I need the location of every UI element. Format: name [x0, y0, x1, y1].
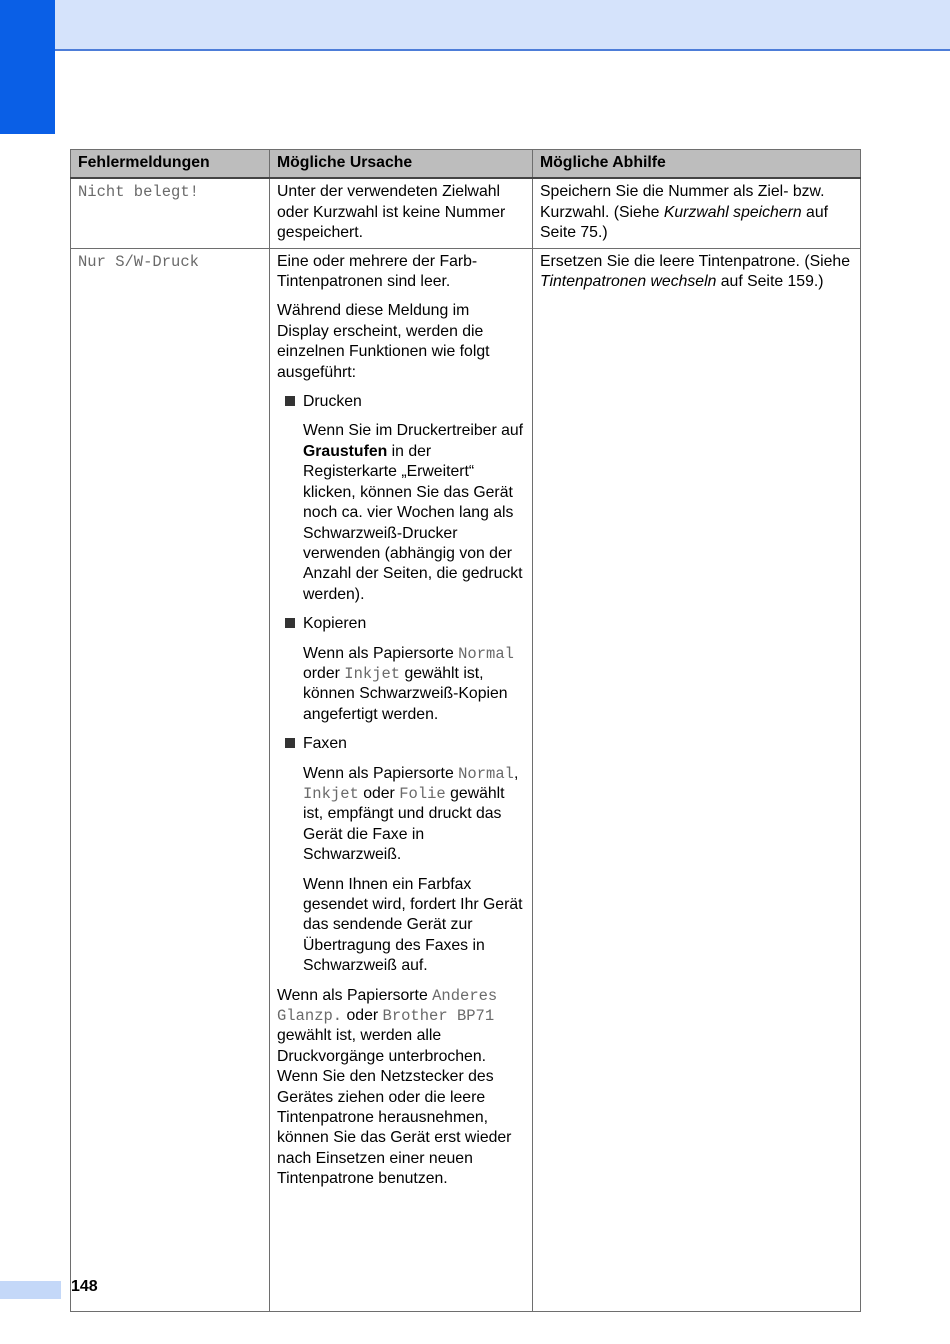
column-header-cause: Mögliche Ursache — [270, 150, 533, 179]
setting-value: Inkjet — [303, 784, 359, 803]
cause-cell — [270, 178, 533, 248]
page-number: 148 — [71, 1278, 98, 1295]
table-row — [71, 178, 861, 248]
remedy-page-ref: auf Seite 159.) — [716, 273, 824, 291]
square-bullet-icon — [285, 396, 295, 406]
cause-cell — [270, 248, 533, 1311]
cause-paragraph: Während diese Meldung im Display erscheint, werden die einzelnen Funktionen wie folgt ausgeführt: — [277, 302, 490, 381]
bullet-title: Kopieren — [303, 615, 367, 633]
bullet-description: Wenn Sie im Druckertreiber auf Graustufen in der Registerkarte „Erweitert“ klicken, können Sie das Gerät noch ca. vier Wochen lang als Schwarzweiß-Drucker verwenden (abhängig von der Anzahl der Seiten, die gedruckt werden). — [303, 422, 524, 603]
bullet-description: Wenn Ihnen ein Farbfax gesendet wird, fordert Ihr Gerät das sendende Gerät zur Übertragung des Faxes in Schwarzweiß auf. — [303, 875, 523, 975]
column-header-messages: Fehlermeldungen — [71, 150, 270, 179]
error-message-cell — [71, 178, 270, 248]
bullet-description: Wenn als Papiersorte Normal, Inkjet oder Folie gewählt ist, empfängt und druckt das Gerät die Faxe in Schwarzweiß. — [303, 764, 519, 864]
bullet-title: Faxen — [303, 735, 347, 753]
cause-text: Unter der verwendeten Zielwahl oder Kurzwahl ist keine Nummer gespeichert. — [277, 183, 506, 242]
chapter-tab — [0, 0, 55, 134]
setting-value: Normal — [458, 644, 514, 663]
bullet-item-printing — [285, 392, 525, 412]
column-header-remedy: Mögliche Abhilfe — [533, 150, 861, 179]
square-bullet-icon — [285, 618, 295, 628]
remedy-page-ref: auf Seite 75.) — [540, 203, 829, 242]
error-message: Nur S/W-Druck — [78, 252, 199, 271]
table-row — [71, 248, 861, 1311]
remedy-reference: Tintenpatronen wechseln — [540, 273, 717, 291]
cause-paragraph: Wenn als Papiersorte Anderes Glanzp. oder Brother BP71 gewählt ist, werden alle Druckvorgänge unterbrochen. Wenn Sie den Netzstecker des Gerätes ziehen oder die leere Tintenpatrone herausnehmen, können Sie das Gerät erst wieder nach Einsetzen einer neuen Tintenpatrone benutzen. — [277, 986, 512, 1188]
bullet-item-copying — [285, 614, 525, 634]
remedy-cell — [533, 178, 861, 248]
bullet-description: Wenn als Papiersorte Normal order Inkjet gewählt ist, können Schwarzweiß-Kopien angefertigt werden. — [303, 644, 514, 723]
setting-value: Folie — [399, 784, 446, 803]
setting-value: Normal — [458, 764, 514, 783]
error-message: Nicht belegt! — [78, 183, 199, 202]
table-header-row — [71, 150, 861, 179]
bullet-title: Drucken — [303, 393, 362, 411]
error-table — [70, 149, 861, 1312]
footer-bar — [0, 1281, 61, 1299]
remedy-text: Ersetzen Sie die leere Tintenpatrone. (Siehe — [540, 252, 850, 270]
setting-value: Inkjet — [344, 664, 401, 683]
setting-value: Brother BP71 — [382, 1007, 495, 1026]
cause-paragraph: Eine oder mehrere der Farb-Tintenpatronen sind leer. — [277, 252, 478, 291]
setting-value: Anderes Glanzp. — [277, 986, 498, 1026]
remedy-text: Speichern Sie die Nummer als Ziel- bzw. Kurzwahl. (Siehe — [540, 183, 825, 221]
remedy-cell — [533, 248, 861, 1311]
error-message-cell — [71, 248, 270, 1311]
option-name: Graustufen — [303, 442, 388, 460]
header-band — [0, 0, 950, 51]
remedy-reference: Kurzwahl speichern — [663, 203, 802, 221]
bullet-item-faxing — [285, 734, 525, 754]
square-bullet-icon — [285, 738, 295, 748]
